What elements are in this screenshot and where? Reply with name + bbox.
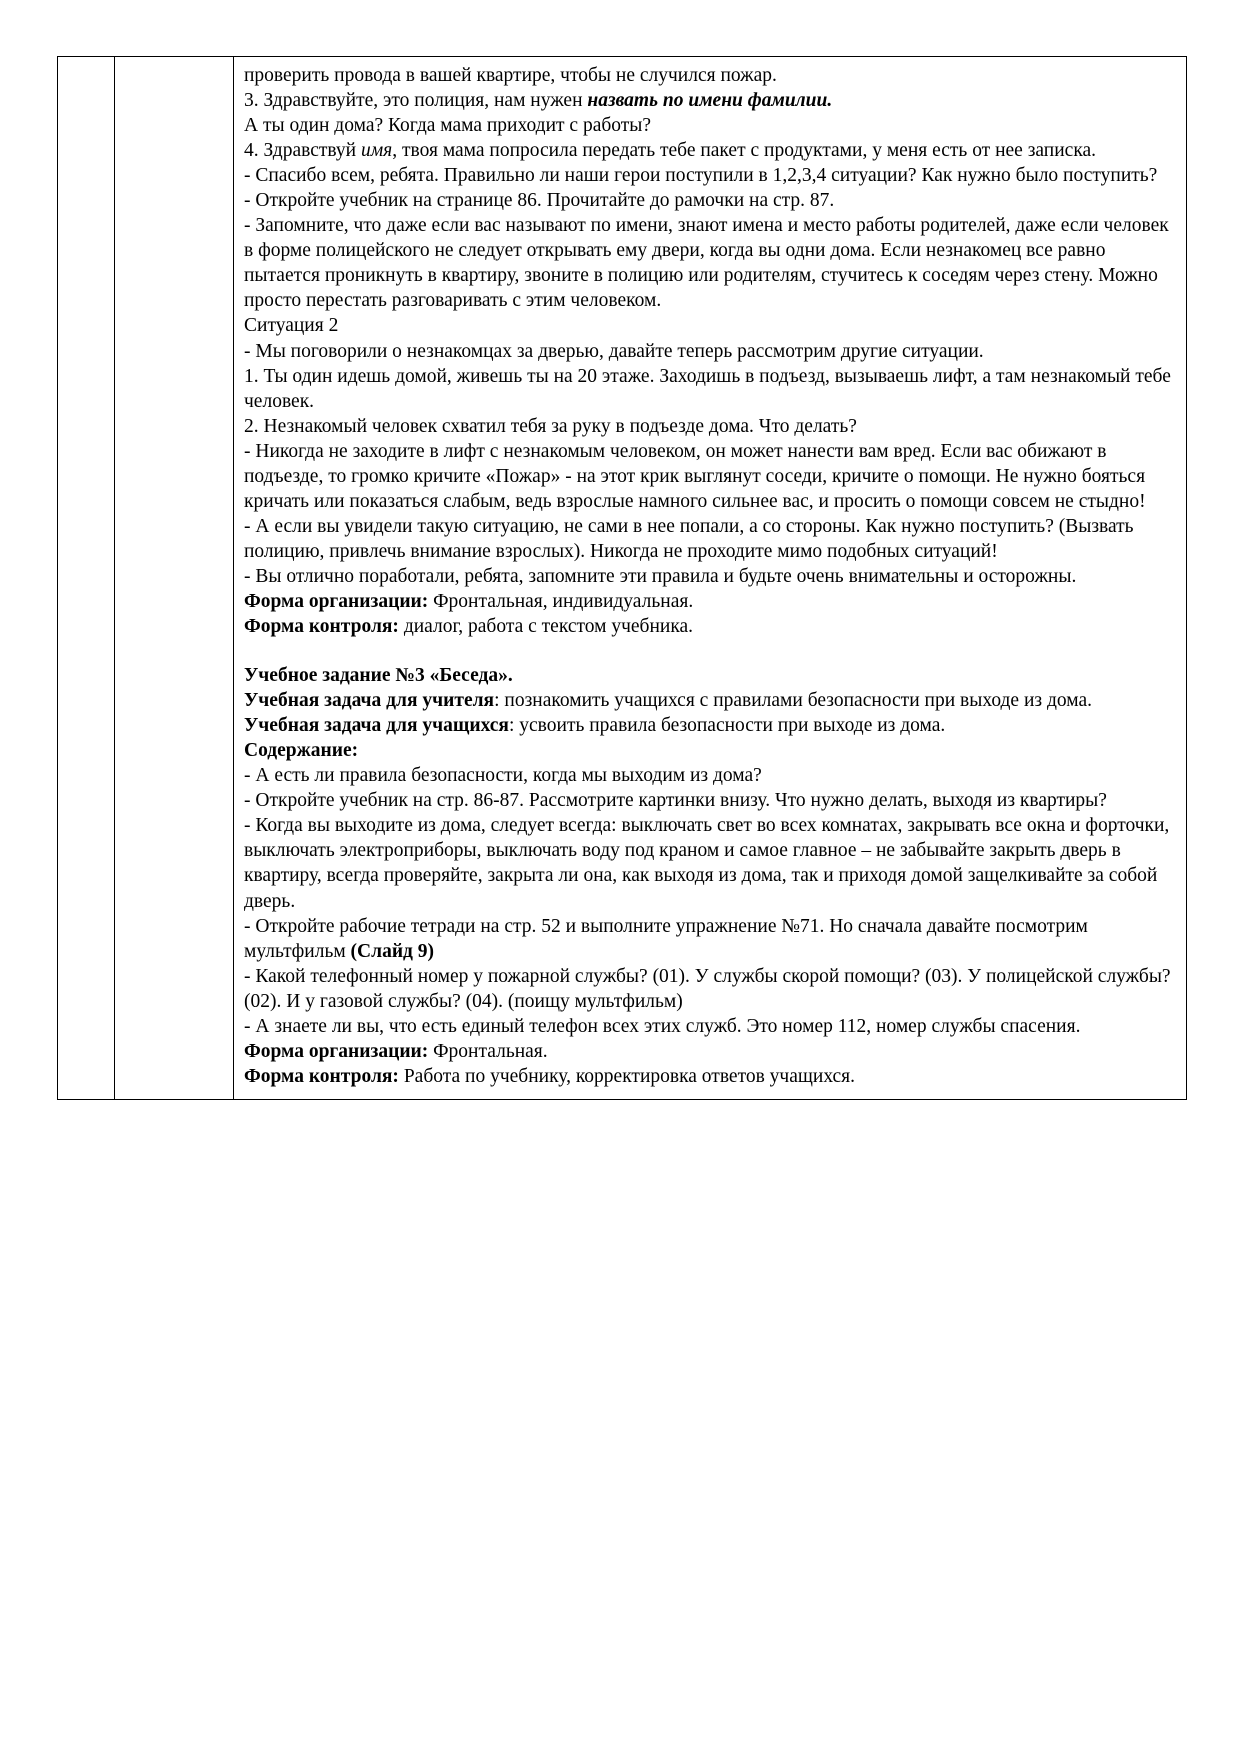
paragraph: - Запомните, что даже если вас называют по имени, знают имена и место работы родителей, даже если человек в форме полицейского не следует открывать ему двери, когда вы одни дома. Если незнакомец все равно пытается проникнуть в квартиру, звоните в полицию или родителям, стучитесь к соседям через стену. Можно просто перестать разговаривать с этим человеком. — [244, 215, 1169, 312]
text-run: назвать по имени фамилии. — [587, 90, 833, 112]
paragraph — [244, 663, 1176, 688]
text-run: Фронтальная, индивидуальная. — [428, 590, 694, 612]
paragraph: проверить провода в вашей квартире, чтобы не случился пожар. — [244, 65, 777, 86]
paragraph-spacer — [244, 639, 1176, 663]
paragraph: 1. Ты один идешь домой, живешь ты на 20 этаже. Заходишь в подъезд, вызываешь лифт, а там незнакомый тебе человек. — [244, 365, 1171, 412]
table-cell-content — [234, 57, 1187, 1100]
table-row — [58, 57, 1187, 1100]
paragraph: - А знаете ли вы, что есть единый телефон всех этих служб. Это номер 112, номер службы спасения. — [244, 1015, 1081, 1037]
paragraph — [244, 1039, 1176, 1064]
lesson-content — [234, 57, 1186, 1099]
text-run: Фронтальная. — [428, 1040, 548, 1062]
paragraph — [244, 1064, 1176, 1089]
paragraph: - А если вы увидели такую ситуацию, не сами в нее попали, а со стороны. Как нужно поступить? (Вызвать полицию, привлечь внимание взрослых). Никогда не проходите мимо подобных ситуаций! — [244, 515, 1134, 562]
text-run: Учебное задание №3 «Беседа». — [244, 665, 513, 687]
paragraph: - Мы поговорили о незнакомцах за дверью, давайте теперь рассмотрим другие ситуации. — [244, 340, 984, 362]
text-run: Учебная задача для учителя — [244, 690, 495, 712]
text-run: - Откройте рабочие тетради на стр. 52 и выполните упражнение №71. Но сначала давайте посмотрим мультфильм — [244, 915, 1088, 962]
text-run: (Слайд 9) — [350, 940, 435, 962]
text-run: Содержание: — [244, 740, 359, 762]
text-run: Форма организации: — [244, 590, 429, 612]
text-run: Форма контроля: — [244, 1065, 399, 1087]
text-run: : познакомить учащихся с правилами безопасности при выходе из дома. — [494, 690, 1093, 712]
paragraph — [244, 138, 1176, 163]
text-run: Учебная задача для учащихся — [244, 715, 509, 737]
paragraph: 2. Незнакомый человек схватил тебя за руку в подъезде дома. Что делать? — [244, 415, 857, 437]
paragraph — [244, 713, 1176, 738]
lesson-plan-table — [57, 56, 1187, 1100]
paragraph: - Вы отлично поработали, ребята, запомните эти правила и будьте очень внимательны и осторожны. — [244, 565, 1077, 587]
paragraph: - Откройте учебник на странице 86. Прочитайте до рамочки на стр. 87. — [244, 190, 835, 212]
text-run: диалог, работа с текстом учебника. — [398, 616, 694, 638]
paragraph: - Какой телефонный номер у пожарной службы? (01). У службы скорой помощи? (03). У полицейской службы? (02). И у газовой службы? (04). (поищу мультфильм) — [244, 965, 1171, 1012]
paragraph — [244, 589, 1176, 614]
paragraph: - Спасибо всем, ребята. Правильно ли наши герои поступили в 1,2,3,4 ситуации? Как нужно было поступить? — [244, 165, 1158, 187]
text-run: имя — [360, 140, 393, 162]
paragraph — [244, 614, 1176, 639]
paragraph — [244, 738, 1176, 763]
text-run: Работа по учебнику, корректировка ответов учащихся. — [398, 1065, 856, 1087]
table-cell-column-1 — [58, 57, 115, 1100]
paragraph: А ты один дома? Когда мама приходит с работы? — [244, 115, 652, 137]
paragraph: Ситуация 2 — [244, 315, 339, 337]
text-run: Форма организации: — [244, 1040, 429, 1062]
text-run: 4. Здравствуй — [244, 140, 361, 162]
paragraph — [244, 914, 1176, 964]
paragraph — [244, 688, 1176, 713]
text-run: : усвоить правила безопасности при выходе из дома. — [508, 715, 946, 737]
paragraph — [244, 88, 1176, 113]
text-run: Форма контроля: — [244, 616, 399, 638]
paragraph: - А есть ли правила безопасности, когда мы выходим из дома? — [244, 765, 762, 787]
table-cell-column-2 — [115, 57, 234, 1100]
paragraph: - Когда вы выходите из дома, следует всегда: выключать свет во всех комнатах, закрывать все окна и форточки, выключать электроприборы, выключать воду под краном и самое главное – не забывайте закрыть дверь в квартиру, всегда проверяйте, закрыта ли она, как выходя из дома, так и приходя домой защелкивайте за собой дверь. — [244, 815, 1170, 912]
text-run: , твоя мама попросила передать тебе пакет с продуктами, у меня есть от нее записка. — [392, 140, 1097, 162]
paragraph: - Никогда не заходите в лифт с незнакомым человеком, он может нанести вам вред. Если вас обижают в подъезде, то громко кричите «Пожар» - на этот крик выглянут соседи, кричите о помощи. Не нужно бояться кричать или показаться слабым, ведь взрослые намного сильнее вас, и просить о помощи совсем не стыдно! — [244, 440, 1146, 512]
text-run: 3. Здравствуйте, это полиция, нам нужен — [244, 90, 588, 112]
paragraph: - Откройте учебник на стр. 86-87. Рассмотрите картинки внизу. Что нужно делать, выходя из квартиры? — [244, 790, 1107, 812]
